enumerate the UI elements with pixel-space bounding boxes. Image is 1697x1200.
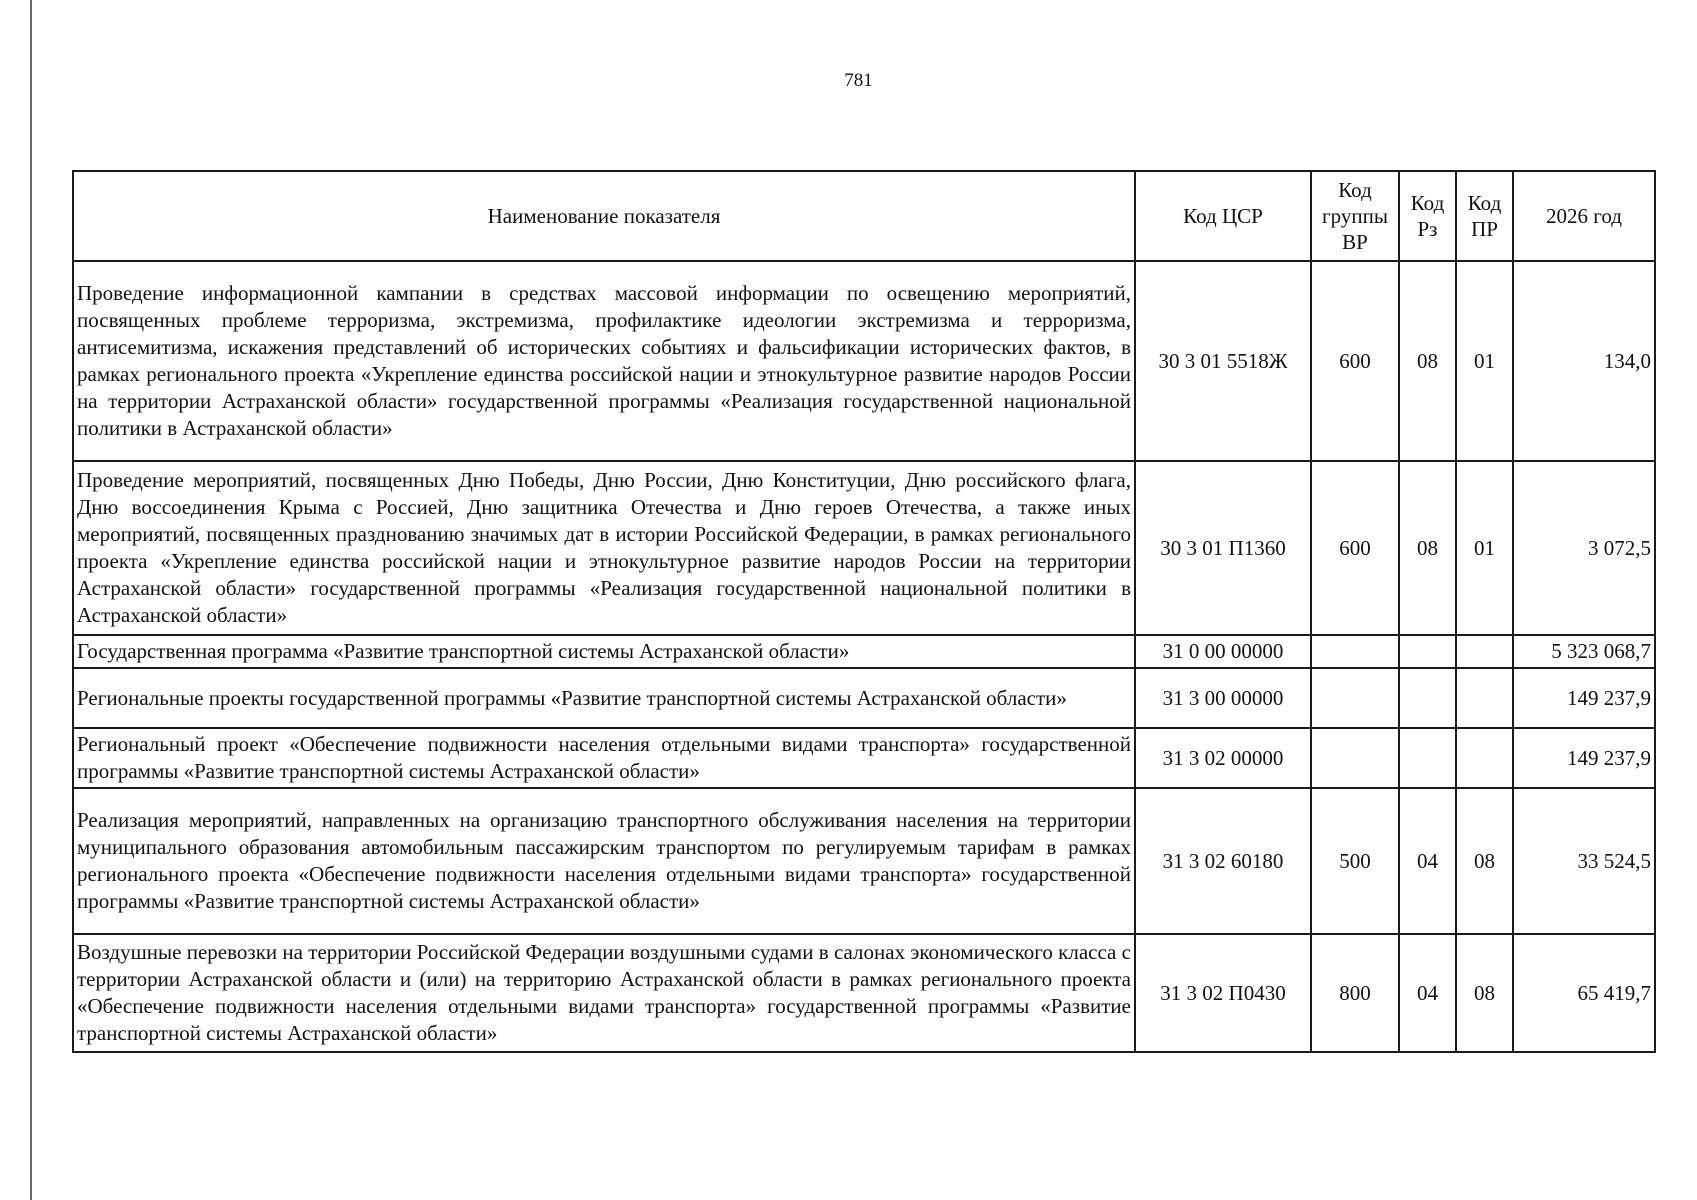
scan-edge-line — [30, 0, 32, 1200]
table-row — [73, 934, 1655, 1052]
row-amount: 149 237,9 — [1513, 728, 1655, 788]
header-name: Наименование показателя — [73, 171, 1135, 261]
row-vr: 600 — [1311, 261, 1399, 461]
row-pr: 01 — [1456, 261, 1513, 461]
header-vr: Код группы ВР — [1311, 171, 1399, 261]
header-csr: Код ЦСР — [1135, 171, 1311, 261]
row-amount: 65 419,7 — [1513, 934, 1655, 1052]
row-amount: 5 323 068,7 — [1513, 635, 1655, 668]
row-csr: 31 3 02 П0430 — [1135, 934, 1311, 1052]
row-name: Воздушные перевозки на территории Российской Федерации воздушными судами в салонах экономического класса с территории Астраханской области и (или) на территорию Астраханской области в рамках регионального проекта «Обеспечение подвижности населения отдельными видами транспорта» государственной программы «Развитие транспортной системы Астраханской области» — [73, 934, 1135, 1052]
row-vr — [1311, 728, 1399, 788]
row-name: Региональные проекты государственной программы «Развитие транспортной системы Астраханской области» — [73, 668, 1135, 728]
row-amount: 33 524,5 — [1513, 788, 1655, 934]
row-vr: 600 — [1311, 461, 1399, 635]
header-pr: Код ПР — [1456, 171, 1513, 261]
row-pr — [1456, 635, 1513, 668]
row-vr: 500 — [1311, 788, 1399, 934]
row-rz: 08 — [1399, 261, 1456, 461]
row-csr: 31 3 02 60180 — [1135, 788, 1311, 934]
row-csr: 31 0 00 00000 — [1135, 635, 1311, 668]
table-row — [73, 461, 1655, 635]
row-pr — [1456, 668, 1513, 728]
table-header-row — [73, 171, 1655, 261]
row-name: Региональный проект «Обеспечение подвижности населения отдельными видами транспорта» государственной программы «Развитие транспортной системы Астраханской области» — [73, 728, 1135, 788]
row-rz — [1399, 728, 1456, 788]
row-amount: 134,0 — [1513, 261, 1655, 461]
row-pr — [1456, 728, 1513, 788]
row-name: Государственная программа «Развитие транспортной системы Астраханской области» — [73, 635, 1135, 668]
row-pr: 01 — [1456, 461, 1513, 635]
header-rz: Код Рз — [1399, 171, 1456, 261]
row-csr: 30 3 01 5518Ж — [1135, 261, 1311, 461]
header-year: 2026 год — [1513, 171, 1655, 261]
row-pr: 08 — [1456, 788, 1513, 934]
table-row — [73, 728, 1655, 788]
table-row — [73, 788, 1655, 934]
row-vr — [1311, 668, 1399, 728]
table-row — [73, 635, 1655, 668]
row-csr: 31 3 02 00000 — [1135, 728, 1311, 788]
row-rz: 08 — [1399, 461, 1456, 635]
row-name: Реализация мероприятий, направленных на организацию транспортного обслуживания населения на территории муниципального образования автомобильным пассажирским транспортом по регулируемым тарифам в рамках регионального проекта «Обеспечение подвижности населения отдельными видами транспорта» государственной программы «Развитие транспортной системы Астраханской области» — [73, 788, 1135, 934]
row-rz: 04 — [1399, 788, 1456, 934]
row-csr: 30 3 01 П1360 — [1135, 461, 1311, 635]
row-rz — [1399, 635, 1456, 668]
row-vr: 800 — [1311, 934, 1399, 1052]
row-rz: 04 — [1399, 934, 1456, 1052]
budget-table — [72, 170, 1656, 1053]
table-row — [73, 668, 1655, 728]
row-name: Проведение информационной кампании в средствах массовой информации по освещению мероприятий, посвященных проблеме терроризма, экстремизма, профилактике идеологии экстремизма и терроризма, антисемитизма, искажения представлений об исторических событиях и фальсификации исторических фактов, в рамках регионального проекта «Укрепление единства российской нации и этнокультурное развитие народов России на территории Астраханской области» государственной программы «Реализация государственной национальной политики в Астраханской области» — [73, 261, 1135, 461]
row-pr: 08 — [1456, 934, 1513, 1052]
row-vr — [1311, 635, 1399, 668]
page-number: 781 — [844, 70, 873, 91]
row-rz — [1399, 668, 1456, 728]
row-amount: 3 072,5 — [1513, 461, 1655, 635]
table-row — [73, 261, 1655, 461]
row-name: Проведение мероприятий, посвященных Дню Победы, Дню России, Дню Конституции, Дню российского флага, Дню воссоединения Крыма с Россией, Дню защитника Отечества и Дню героев Отечества, а также иных мероприятий, посвященных празднованию значимых дат в истории Российской Федерации, в рамках регионального проекта «Укрепление единства российской нации и этнокультурное развитие народов России на территории Астраханской области» государственной программы «Реализация государственной национальной политики в Астраханской области» — [73, 461, 1135, 635]
row-amount: 149 237,9 — [1513, 668, 1655, 728]
row-csr: 31 3 00 00000 — [1135, 668, 1311, 728]
